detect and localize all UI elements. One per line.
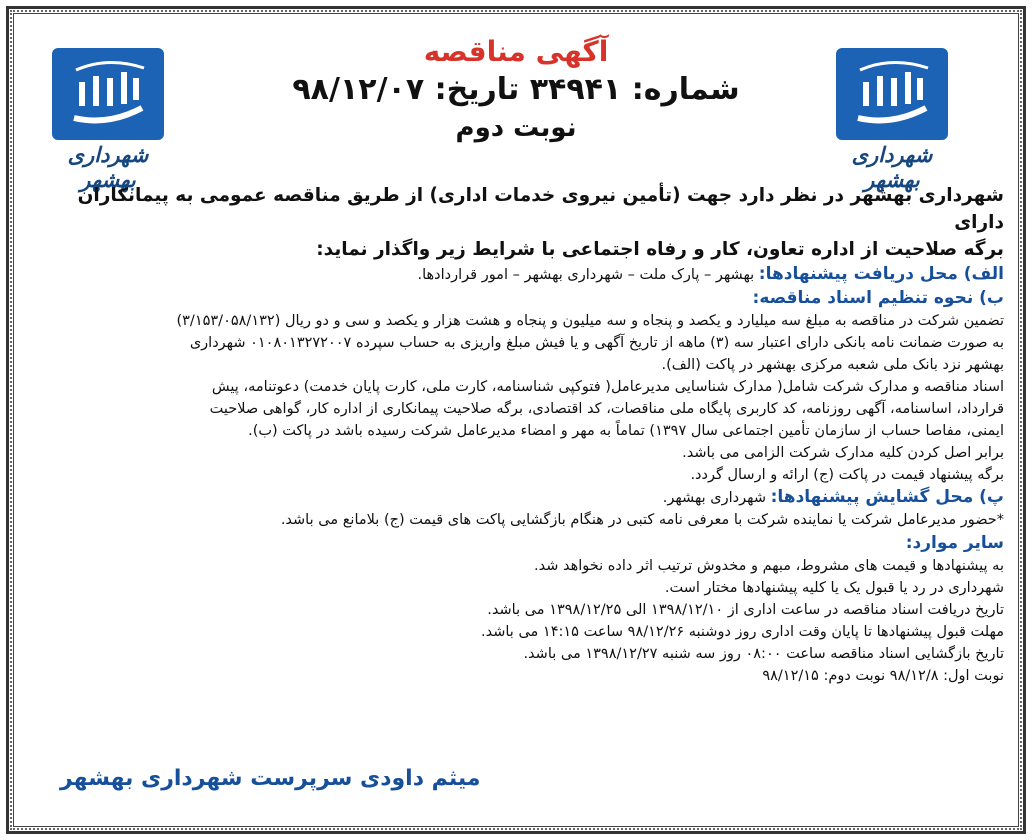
notice-number-date: شماره: ۳۴۹۴۱ تاریخ: ۹۸/۱۲/۰۷ — [292, 72, 740, 107]
notice-body — [24, 182, 1004, 687]
notice-title: آگهی مناقصه — [423, 35, 609, 68]
section-p-label: پ) محل گشایش پیشنهادها: — [770, 487, 1004, 507]
price-offer-line: برگه پیشنهاد قیمت در پاکت (ج) ارائه و ارسال گردد. — [690, 467, 1004, 483]
documents-line-3: ایمنی، مفاصا حساب از سازمان تأمین اجتماعی سال ۱۳۹۷) تماماً به مهر و امضاء مدیرعامل شرکت رسیده باشد در پاکت (ب). — [248, 423, 1004, 439]
intro-line-2: برگه صلاحیت از اداره تعاون، کار و رفاه اجتماعی با شرایط زیر واگذار نماید: — [316, 239, 1004, 260]
other-items-label: سایر موارد: — [905, 533, 1004, 553]
section-p-text: شهرداری بهشهر. — [662, 490, 771, 506]
guarantee-line-2: به صورت ضمانت نامه بانکی دارای اعتبار سه (۳) ماهه از تاریخ آگهی و یا فیش مبلغ واریزی به حساب سپرده ۰۱۰۸۰۱۳۲۷۲۰۰۷ شهرداری — [189, 335, 1004, 351]
guarantee-line-3: بهشهر نزد بانک ملی شعبه مرکزی بهشهر در پاکت (الف). — [661, 357, 1004, 373]
other-item: تاریخ بازگشایی اسناد مناقصه ساعت ۰۸:۰۰ روز سه شنبه ۱۳۹۸/۱۲/۲۷ می باشد. — [523, 646, 1004, 662]
section-a-label: الف) محل دریافت پیشنهادها: — [758, 264, 1004, 284]
notice-round: نوبت دوم — [455, 113, 577, 143]
publication-rounds: نوبت اول: ۹۸/۱۲/۸ نوبت دوم: ۹۸/۱۲/۱۵ — [762, 668, 1004, 684]
signature: میثم داودی سرپرست شهرداری بهشهر — [60, 766, 481, 791]
logo-emblem-icon — [836, 48, 948, 140]
logo-name: شهرداری بهشهر — [67, 142, 149, 192]
logo-name: شهرداری بهشهر — [851, 142, 933, 192]
intro-line-1: شهرداری بهشهر در نظر دارد جهت (تأمین نیروی خدمات اداری) از طریق مناقصه عمومی به پیمانکاران دارای — [77, 185, 1004, 233]
municipality-logo-right — [836, 48, 948, 192]
logo-emblem-icon — [52, 48, 164, 140]
municipality-logo-left — [52, 48, 164, 192]
documents-line-1: اسناد مناقصه و مدارک شرکت شامل( مدارک شناسایی مدیرعامل( فتوکپی شناسنامه، کارت ملی، کارت پایان خدمت) دعوتنامه، پیش — [211, 379, 1004, 395]
section-p — [24, 486, 1004, 509]
other-item: تاریخ دریافت اسناد مناقصه در ساعت اداری از ۱۳۹۸/۱۲/۱۰ الی ۱۳۹۸/۱۲/۲۵ می باشد. — [487, 602, 1004, 618]
documents-line-2: قرارداد، اساسنامه، آگهی روزنامه، کد کاربری پایگاه ملی مناقصات، کد اقتصادی، برگه صلاحیت پیمانکاری از اداره کار، گواهی صلاحیت — [209, 401, 1004, 417]
notice-header — [240, 34, 792, 146]
section-a-text: بهشهر – پارک ملت – شهرداری بهشهر – امور قراردادها. — [417, 267, 759, 283]
other-item: مهلت قبول پیشنهادها تا پایان وقت اداری روز دوشنبه ۹۸/۱۲/۲۶ ساعت ۱۴:۱۵ می باشد. — [481, 624, 1004, 640]
section-a — [24, 263, 1004, 286]
guarantee-line-1: تضمین شرکت در مناقصه به مبلغ سه میلیارد و یکصد و پنجاه و سه میلیون و پنجاه و هشت هزار و یکصد و سی و دو ریال (۳/۱۵۳/۰۵۸/۱۳۲) — [176, 313, 1004, 329]
attendance-note: *حضور مدیرعامل شرکت یا نماینده شرکت با معرفی نامه کتبی در هنگام بازگشایی پاکت های قیمت (ج) بلامانع می باشد. — [280, 512, 1004, 528]
other-item: شهرداری در رد یا قبول یک یا کلیه پیشنهادها مختار است. — [664, 580, 1004, 596]
originals-line: برابر اصل کردن کلیه مدارک شرکت الزامی می باشد. — [682, 445, 1004, 461]
other-item: به پیشنهادها و قیمت های مشروط، مبهم و مخدوش ترتیب اثر داده نخواهد شد. — [534, 558, 1004, 574]
section-b-label: ب) نحوه تنظیم اسناد مناقصه: — [752, 288, 1004, 308]
